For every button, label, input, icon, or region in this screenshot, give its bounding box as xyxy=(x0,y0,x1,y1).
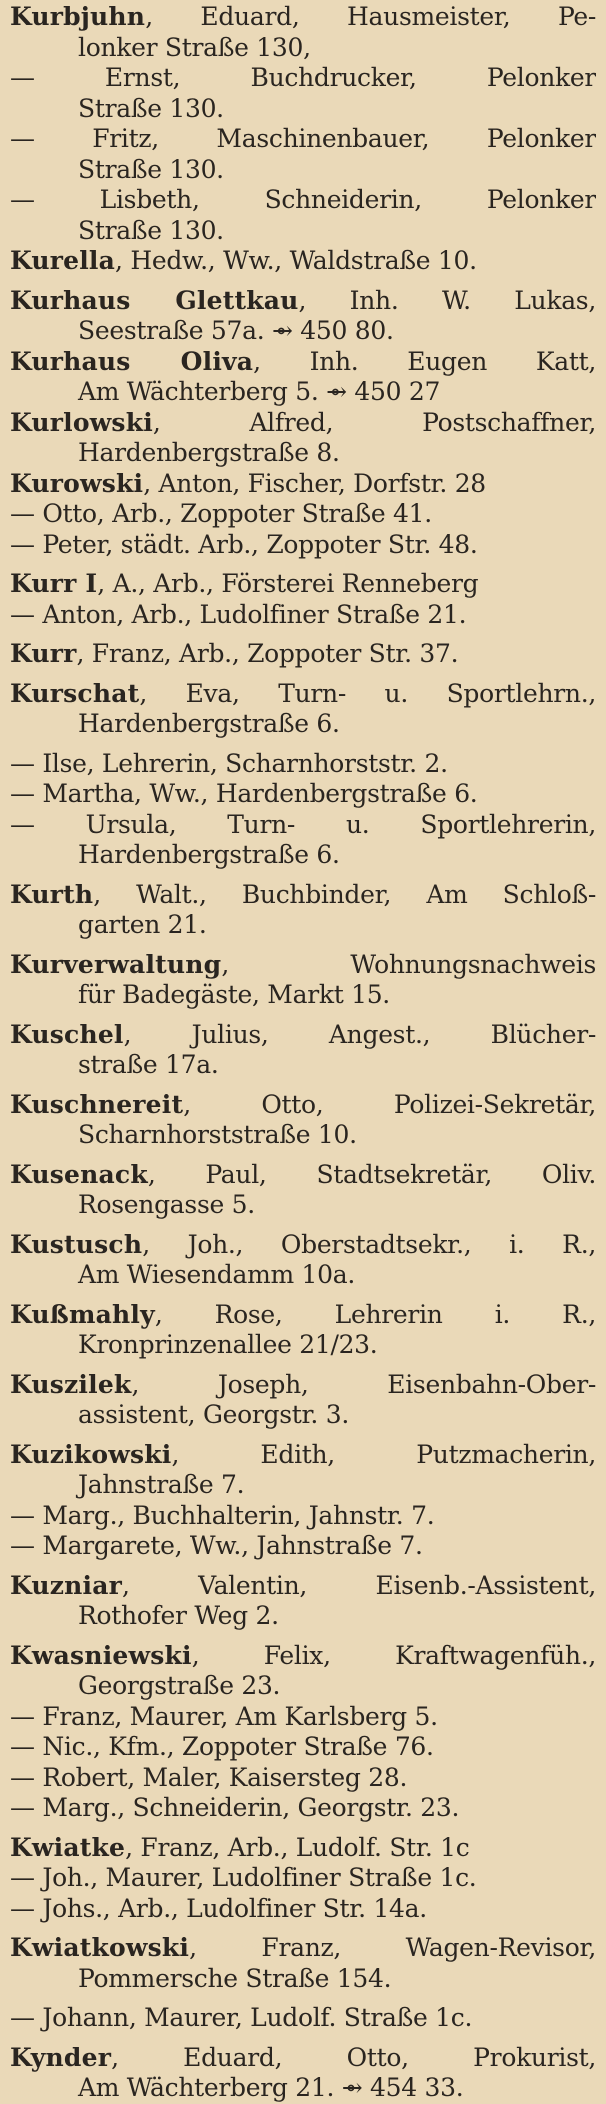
directory-entry xyxy=(10,880,596,941)
directory-entry xyxy=(10,2003,596,2034)
entry-line: Kurhaus Glettkau, Inh. W. Lukas, xyxy=(10,285,596,315)
directory-entry xyxy=(10,779,596,810)
entry-surname: Kuszilek xyxy=(10,1369,132,1399)
entry-surname: Kurhaus Glettkau xyxy=(10,285,299,315)
directory-entry xyxy=(10,63,596,124)
entry-gap xyxy=(10,941,596,950)
entry-surname: Kuzikowski xyxy=(10,1439,172,1469)
entry-line: Kwasniewski, Felix, Kraftwagenfüh., xyxy=(10,1640,596,1670)
directory-entry xyxy=(10,1732,596,1763)
entry-line: Kusenack, Paul, Stadtsekretär, Oliv. xyxy=(10,1159,596,1189)
entry-line: Kustusch, Joh., Oberstadtsekr., i. R., xyxy=(10,1229,596,1259)
entry-line: — Marg., Schneiderin, Georgstr. 23. xyxy=(10,1793,460,1822)
entry-gap xyxy=(10,1361,596,1370)
entry-gap xyxy=(10,1994,596,2003)
entry-line: Kwiatke, Franz, Arb., Ludolf. Str. 1c xyxy=(10,1832,470,1862)
entry-continuation-line: Georgstraße 23. xyxy=(78,1671,281,1700)
entry-surname: Kurowski xyxy=(10,468,144,498)
directory-entry xyxy=(10,530,596,561)
entry-line: — Lisbeth, Schneiderin, Pelonker xyxy=(10,185,596,214)
entry-line: Kußmahly, Rose, Lehrerin i. R., xyxy=(10,1299,596,1329)
entry-surname: Kurth xyxy=(10,879,94,909)
directory-entry xyxy=(10,1702,596,1733)
entry-surname: Kwiatke xyxy=(10,1832,126,1862)
directory-entry xyxy=(10,2,596,63)
entry-gap xyxy=(10,1221,596,1230)
entry-line: Kurth, Walt., Buchbinder, Am Schloß- xyxy=(10,879,596,909)
directory-entry xyxy=(10,1090,596,1151)
directory-entry xyxy=(10,246,596,277)
entry-line: — Ilse, Lehrerin, Scharnhorststr. 2. xyxy=(10,748,448,778)
entry-continuation-line: Straße 130. xyxy=(78,154,224,184)
entry-line: Kurverwaltung, Wohnungsnachweis xyxy=(10,949,596,979)
entry-gap xyxy=(10,1632,596,1641)
entry-continuation-line: Pommersche Straße 154. xyxy=(78,1963,392,1993)
directory-entry xyxy=(10,639,596,670)
entry-continuation-line: Hardenbergstraße 8. xyxy=(78,438,340,467)
entry-continuation-line: für Badegäste, Markt 15. xyxy=(78,980,390,1009)
entry-continuation-line: Jahnstraße 7. xyxy=(78,1470,245,1499)
entry-continuation-line: Straße 130. xyxy=(78,215,224,245)
entry-surname: Kynder xyxy=(10,2042,112,2072)
entry-line: Kurella, Hedw., Ww., Waldstraße 10. xyxy=(10,246,477,275)
entry-line: Kuschnereit, Otto, Polizei-Sekretär, xyxy=(10,1089,596,1119)
entry-continuation-line: Hardenbergstraße 6. xyxy=(78,709,340,738)
directory-entry xyxy=(10,1641,596,1702)
entry-line: — Otto, Arb., Zoppoter Straße 41. xyxy=(10,499,432,528)
entry-gap xyxy=(10,1924,596,1933)
entry-gap xyxy=(10,1081,596,1090)
entry-gap xyxy=(10,670,596,679)
entry-surname: Kuzniar xyxy=(10,1570,122,1600)
directory-entry xyxy=(10,286,596,347)
directory-entry xyxy=(10,1793,596,1824)
directory-entry xyxy=(10,185,596,246)
entry-continuation-line: Rosengasse 5. xyxy=(78,1190,255,1219)
entry-continuation-line: Straße 130. xyxy=(78,93,224,123)
entry-line: — Joh., Maurer, Ludolfiner Straße 1c. xyxy=(10,1863,477,1892)
entry-line: Kurlowski, Alfred, Postschaffner, xyxy=(10,407,596,437)
entry-line: — Martha, Ww., Hardenbergstraße 6. xyxy=(10,779,478,808)
entry-continuation-line: lonker Straße 130, xyxy=(78,32,311,62)
entry-gap xyxy=(10,1291,596,1300)
entry-line: Kynder, Eduard, Otto, Prokurist, xyxy=(10,2042,596,2072)
entry-gap xyxy=(10,1824,596,1833)
entry-continuation-line: Am Wächterberg 21. ⇴ 454 33. xyxy=(78,2073,464,2102)
entry-line: — Johs., Arb., Ludolfiner Str. 14a. xyxy=(10,1893,427,1923)
entry-line: Kwiatkowski, Franz, Wagen-Revisor, xyxy=(10,1933,596,1962)
entry-line: Kurr, Franz, Arb., Zoppoter Str. 37. xyxy=(10,639,459,668)
entry-line: Kuschel, Julius, Angest., Blücher- xyxy=(10,1019,596,1049)
entry-continuation-line: Am Wiesendamm 10a. xyxy=(78,1260,356,1289)
directory-entry xyxy=(10,1230,596,1291)
entry-surname: Kurbjuhn xyxy=(10,2,146,31)
entry-continuation-line: Rothofer Weg 2. xyxy=(78,1601,279,1630)
entry-gap xyxy=(10,871,596,880)
directory-entry xyxy=(10,1933,596,1994)
directory-entry xyxy=(10,749,596,780)
entry-surname: Kwiatkowski xyxy=(10,1933,190,1962)
directory-entry xyxy=(10,1894,596,1925)
entry-continuation-line: Scharnhorststraße 10. xyxy=(78,1120,357,1149)
directory-entry xyxy=(10,1571,596,1632)
entry-gap xyxy=(10,2034,596,2043)
entry-continuation-line: Hardenbergstraße 6. xyxy=(78,840,340,869)
directory-entry xyxy=(10,679,596,740)
entry-surname: Kurschat xyxy=(10,678,140,708)
entry-line: — Robert, Maler, Kaisersteg 28. xyxy=(10,1762,408,1792)
entry-line: — Peter, städt. Arb., Zoppoter Str. 48. xyxy=(10,529,478,559)
directory-entry xyxy=(10,469,596,500)
entry-line: Kurr I, A., Arb., Försterei Renneberg xyxy=(10,569,479,598)
directory-entry xyxy=(10,408,596,469)
directory-entry xyxy=(10,1531,596,1562)
entry-line: — Nic., Kfm., Zoppoter Straße 76. xyxy=(10,1732,434,1761)
directory-entry xyxy=(10,569,596,600)
entry-continuation-line: Kronprinzenallee 21/23. xyxy=(78,1330,378,1359)
directory-entry xyxy=(10,1370,596,1431)
entry-continuation-line: assistent, Georgstr. 3. xyxy=(78,1400,349,1429)
entry-surname: Kurlowski xyxy=(10,407,153,437)
directory-entry xyxy=(10,499,596,530)
entry-continuation-line: straße 17a. xyxy=(78,1050,219,1079)
entry-continuation-line: Seestraße 57a. ⇴ 450 80. xyxy=(78,316,394,345)
directory-entry xyxy=(10,1833,596,1864)
entry-gap xyxy=(10,630,596,639)
entry-surname: Kurr xyxy=(10,639,77,668)
entry-line: Kuszilek, Joseph, Eisenbahn-Ober- xyxy=(10,1369,596,1399)
entry-continuation-line: Am Wächterberg 5. ⇴ 450 27 xyxy=(78,377,441,406)
entry-line: Kurhaus Oliva, Inh. Eugen Katt, xyxy=(10,346,596,376)
entry-line: Kurbjuhn, Eduard, Hausmeister, Pe- xyxy=(10,2,596,31)
entry-line: Kurowski, Anton, Fischer, Dorfstr. 28 xyxy=(10,468,486,498)
entry-line: — Margarete, Ww., Jahnstraße 7. xyxy=(10,1531,423,1560)
directory-entry xyxy=(10,1501,596,1532)
directory-entry xyxy=(10,1160,596,1221)
directory-entry xyxy=(10,810,596,871)
directory-entry xyxy=(10,1863,596,1894)
entry-gap xyxy=(10,1431,596,1440)
directory-entry xyxy=(10,600,596,631)
entry-surname: Kurr I xyxy=(10,569,98,598)
entry-gap xyxy=(10,1151,596,1160)
entry-surname: Kußmahly xyxy=(10,1299,155,1329)
entry-gap xyxy=(10,1011,596,1020)
entry-gap xyxy=(10,1562,596,1571)
directory-entry xyxy=(10,347,596,408)
entry-gap xyxy=(10,560,596,569)
entry-line: — Fritz, Maschinenbauer, Pelonker xyxy=(10,124,596,153)
directory-entry xyxy=(10,1440,596,1501)
entry-surname: Kurverwaltung xyxy=(10,949,222,979)
entry-line: — Anton, Arb., Ludolfiner Straße 21. xyxy=(10,599,467,629)
entry-line: — Marg., Buchhalterin, Jahnstr. 7. xyxy=(10,1500,435,1530)
entry-gap xyxy=(10,277,596,286)
entry-line: — Johann, Maurer, Ludolf. Straße 1c. xyxy=(10,2003,473,2032)
directory-entry xyxy=(10,124,596,185)
directory-entry xyxy=(10,1300,596,1361)
entry-surname: Kurella xyxy=(10,246,116,275)
entry-surname: Kuschel xyxy=(10,1019,124,1049)
directory-entry xyxy=(10,2043,596,2104)
entry-surname: Kwasniewski xyxy=(10,1640,192,1670)
entry-line: — Ernst, Buchdrucker, Pelonker xyxy=(10,63,596,92)
entry-surname: Kusenack xyxy=(10,1159,148,1189)
directory-entry xyxy=(10,1763,596,1794)
entry-line: — Franz, Maurer, Am Karlsberg 5. xyxy=(10,1701,438,1731)
entry-line: Kuzikowski, Edith, Putzmacherin, xyxy=(10,1439,596,1469)
entry-line: Kuzniar, Valentin, Eisenb.-Assistent, xyxy=(10,1570,596,1600)
entry-continuation-line: garten 21. xyxy=(78,910,207,939)
directory-entry xyxy=(10,950,596,1011)
entry-surname: Kurhaus Oliva xyxy=(10,346,254,376)
entry-line: Kurschat, Eva, Turn- u. Sportlehrn., xyxy=(10,678,596,708)
entry-surname: Kustusch xyxy=(10,1229,143,1259)
entry-gap xyxy=(10,740,596,749)
directory-entry xyxy=(10,1020,596,1081)
entry-surname: Kuschnereit xyxy=(10,1089,184,1119)
entry-line: — Ursula, Turn- u. Sportlehrerin, xyxy=(10,809,596,839)
